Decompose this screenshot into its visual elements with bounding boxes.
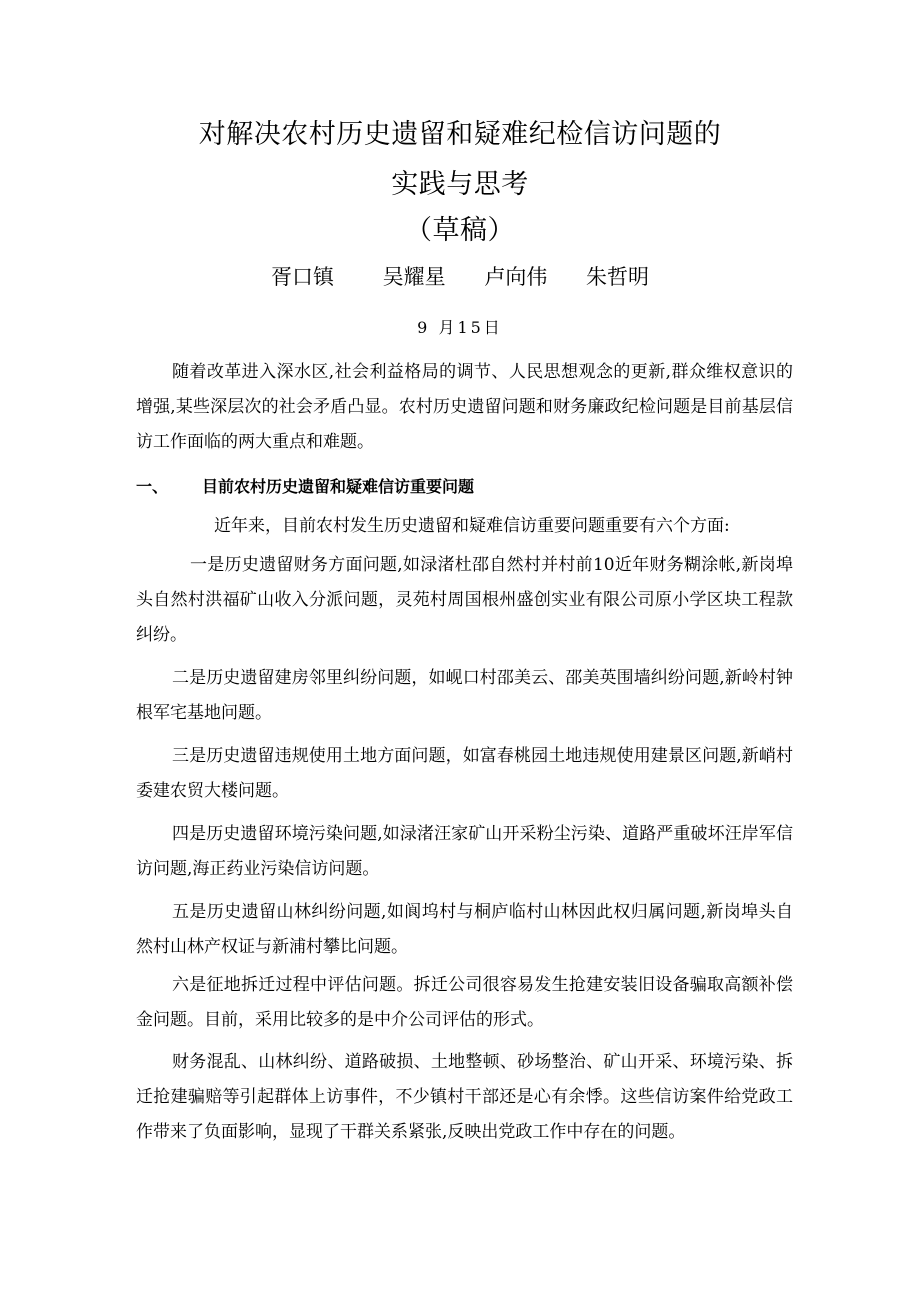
author-line [0, 262, 920, 292]
author-name: 卢向伟 [484, 265, 548, 289]
summary-paragraph: 财务混乱、山林纠纷、道路破损、土地整顿、砂场整治、矿山开采、环境污染、拆迁抢建骗赔等引起群体上访事件，不少镇村干部还是心有余悸。这些信访案件给党政工作带来了负面影响，显现了干群关系紧张,反映出党政工作中存在的问题。 [136, 1052, 793, 1142]
document-date: 9 月15日 [417, 318, 503, 337]
intro-paragraph: 随着改革进入深水区,社会利益格局的调节、人民思想观念的更新,群众维权意识的增强,某些深层次的社会矛盾凸显。农村历史遗留问题和财务廉政纪检问题是目前基层信访工作面临的两大重点和难题。 [136, 362, 793, 452]
issue-paragraph: 五是历史遗留山林纠纷问题,如阆坞村与桐庐临村山林因此权归属问题,新岗埠头自然村山林产权证与新浦村攀比问题。 [136, 902, 793, 957]
author-name: 朱哲明 [586, 265, 650, 289]
issue-paragraph: 四是历史遗留环境污染问题,如渌渚汪家矿山开采粉尘污染、道路严重破坏汪岸军信访问题,海正药业污染信访问题。 [136, 824, 793, 879]
section-lead-paragraph: 近年来，目前农村发生历史遗留和疑难信访重要问题重要有六个方面: [214, 516, 730, 536]
section-number: 一、 [136, 477, 169, 496]
author-name: 吴耀星 [382, 265, 446, 289]
section-heading-text: 目前农村历史遗留和疑难信访重要问题 [202, 477, 475, 496]
issue-paragraph: 二是历史遗留建房邻里纠纷问题，如岘口村邵美云、邵美英围墙纠纷问题,新岭村钟根军宅基地问题。 [136, 668, 793, 723]
issue-paragraph: 三是历史遗留违规使用土地方面问题，如富春桃园土地违规使用建景区问题,新峭村委建农贸大楼问题。 [136, 746, 793, 801]
section-heading [136, 472, 793, 502]
issue-paragraph: 六是征地拆迁过程中评估问题。拆迁公司很容易发生抢建安装旧设备骗取高额补偿金问题。目前，采用比较多的是中介公司评估的形式。 [136, 975, 793, 1030]
document-title-draft-note: （草稿） [405, 215, 515, 246]
document-title-line2: 实践与思考 [391, 169, 529, 200]
author-place: 胥口镇 [270, 265, 334, 289]
document-title-line1: 对解决农村历史遗留和疑难纪检信访问题的 [198, 119, 722, 150]
issue-paragraph: 一是历史遗留财务方面问题,如渌渚杜邵自然村并村前10近年财务糊涂帐,新岗埠头自然村洪福矿山收入分派问题，灵苑村周国根州盛创实业有限公司原小学区块工程款纠纷。 [136, 555, 793, 645]
